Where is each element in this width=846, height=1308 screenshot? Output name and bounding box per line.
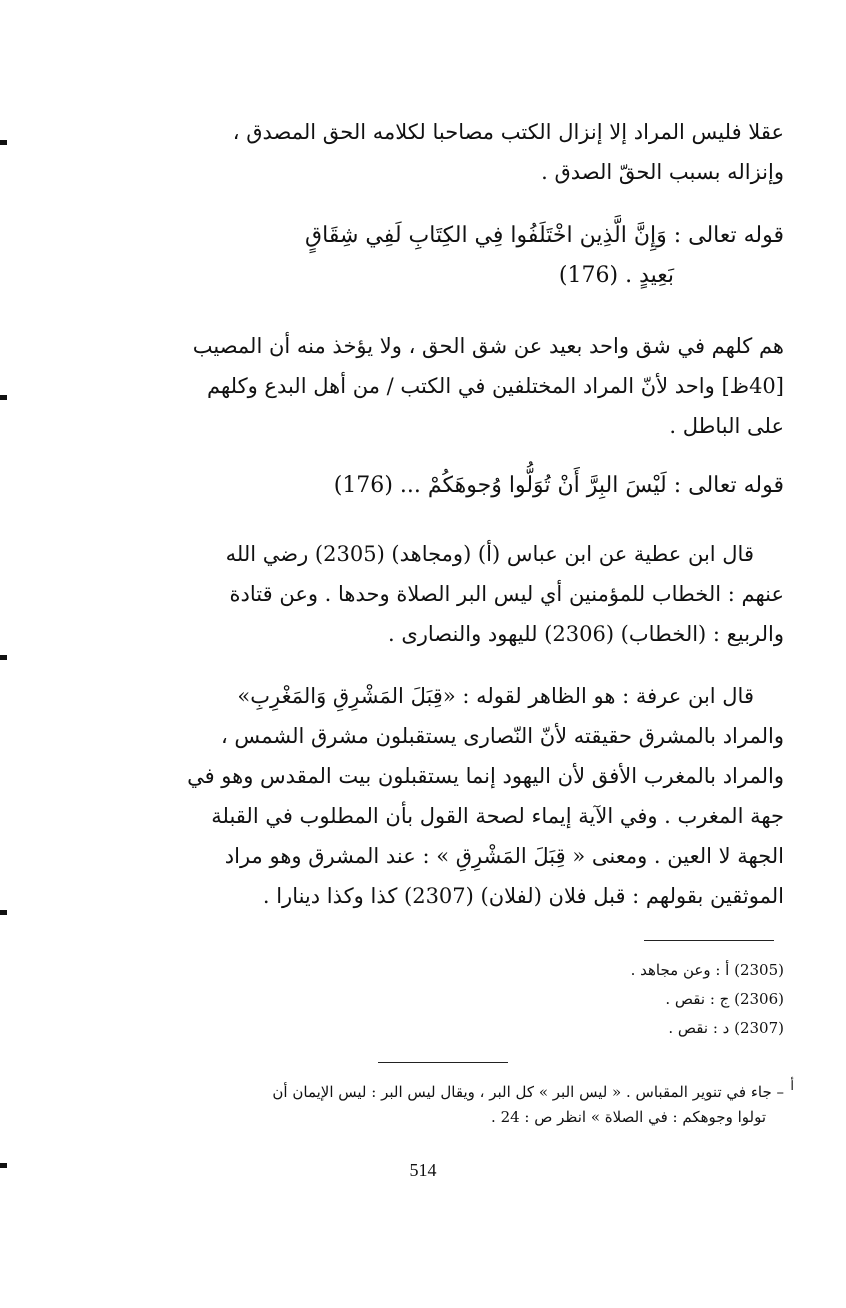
paragraph-2	[104, 326, 784, 446]
verse-line: بَعِيدٍ . (176)	[558, 263, 674, 288]
note-separator	[378, 1062, 508, 1063]
paragraph-line: الموثقين بقولهم : قبل فلان (لفلان) (2307) كذا وكذا دينارا .	[262, 884, 784, 908]
footnote-separator	[644, 940, 774, 941]
paragraph-line: والمراد بالمشرق حقيقته لأنّ النّصارى يستقبلون مشرق الشمس ،	[220, 724, 784, 748]
paragraph-line: والربيع : (الخطاب) (2306) لليهود والنصارى .	[387, 622, 784, 646]
margin-mark	[0, 655, 7, 660]
paragraph-line: الجهة لا العين . ومعنى « قِبَلَ المَشْرِقِ » : عند المشرق وهو مراد	[224, 844, 784, 868]
verse-heading-1	[104, 216, 784, 296]
variant-notes	[631, 956, 784, 1043]
verse-heading-2	[104, 466, 784, 506]
paragraph-line: وإنزاله بسبب الحقّ الصدق .	[541, 160, 784, 184]
paragraph-line: والمراد بالمغرب الأفق لأن اليهود إنما يستقبلون بيت المقدس وهو في	[187, 764, 784, 788]
paragraph-line: هم كلهم في شق واحد بعيد عن شق الحق ، ولا يؤخذ منه أن المصيب	[192, 334, 784, 358]
verse-line: قوله تعالى : لَيْسَ البِرَّ أَنْ تُوَلُّوا وُجوهَكُمْ ... (176)	[333, 473, 784, 498]
paragraph-line: على الباطل .	[669, 414, 784, 438]
editor-note	[104, 1079, 794, 1130]
margin-mark	[0, 910, 7, 915]
note-line: – جاء في تنوير المقباس . « ليس البر » كل البر ، ويقال ليس البر : ليس الإيمان أن	[272, 1083, 784, 1101]
page-number: 514	[409, 1160, 437, 1180]
paragraph-4	[104, 676, 784, 916]
paragraph-line: جهة المغرب . وفي الآية إيماء لصحة القول بأن المطلوب في القبلة	[211, 804, 784, 828]
verse-line: قوله تعالى : وَإِنَّ الَّذِين اخْتَلَفُوا فِي الكِتَابِ لَفِي شِقَاقٍ	[305, 223, 784, 248]
paragraph-3	[104, 534, 784, 654]
margin-mark	[0, 140, 7, 145]
paragraph-line: [40ظ] واحد لأنّ المراد المختلفين في الكتب / من أهل البدع وكلهم	[207, 374, 784, 398]
paragraph-line: عنهم : الخطاب للمؤمنين أي ليس البر الصلاة وحدها . وعن قتادة	[229, 582, 784, 606]
margin-mark	[0, 395, 7, 400]
paragraph-1	[104, 112, 784, 192]
footnote-2305: (2305) أ : وعن مجاهد .	[630, 961, 784, 979]
paragraph-line: قال ابن عرفة : هو الظاهر لقوله : «قِبَلَ المَشْرِقِ وَالمَغْرِبِ»	[237, 684, 754, 708]
paragraph-line: قال ابن عطية عن ابن عباس (أ) (ومجاهد) (2305) رضي الله	[225, 542, 754, 566]
note-line: تولوا وجوهكم : في الصلاة » انظر ص : 24 .	[491, 1108, 766, 1126]
margin-mark	[0, 1163, 7, 1168]
footnote-2306: (2306) ج : نقص .	[665, 990, 784, 1008]
footnote-2307: (2307) د : نقص .	[668, 1019, 784, 1037]
paragraph-line: عقلا فليس المراد إلا إنزال الكتب مصاحبا لكلامه الحق المصدق ،	[232, 120, 784, 144]
note-marker: أ	[790, 1079, 794, 1094]
